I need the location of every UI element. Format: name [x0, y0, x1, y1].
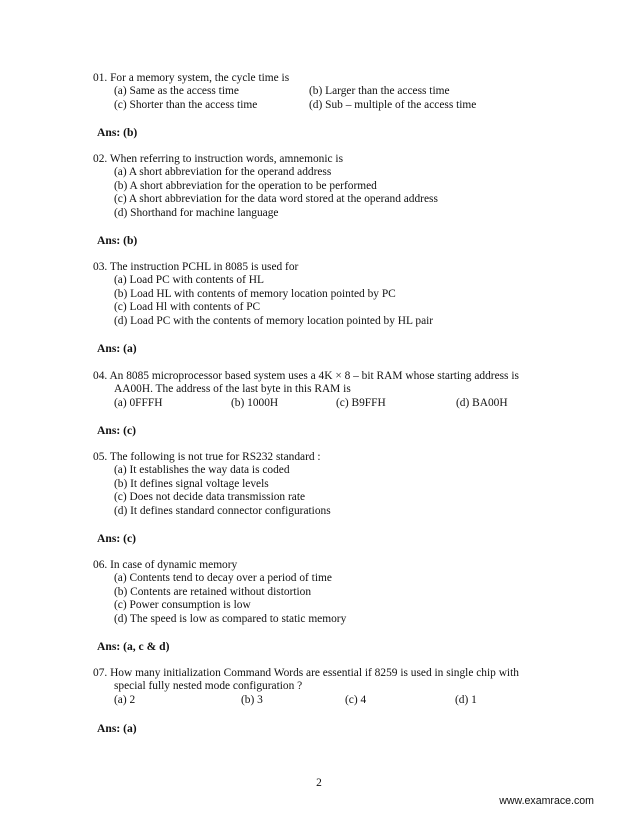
option-d: (d) Load PC with the contents of memory location pointed by HL pair	[114, 314, 434, 327]
option-b: (b) It defines signal voltage levels	[114, 477, 269, 490]
answer-3: Ans: (a)	[97, 342, 137, 355]
option-d: (d) Sub – multiple of the access time	[309, 98, 477, 111]
question-stem: 07. How many initialization Command Words are essential if 8259 is used in single chip with	[93, 667, 519, 679]
answer-4: Ans: (c)	[97, 424, 136, 437]
option-c: (c) Power consumption is low	[114, 599, 251, 612]
option-c: (c) B9FFH	[336, 396, 386, 409]
option-a: (a) A short abbreviation for the operand address	[114, 166, 332, 179]
option-a: (a) It establishes the way data is coded	[114, 464, 290, 477]
answer-6: Ans: (a, c & d)	[97, 640, 170, 653]
option-a: (a) Contents tend to decay over a period of time	[114, 572, 332, 585]
question-stem: 02. When referring to instruction words, amnemonic is	[93, 153, 344, 165]
question-stem: 01. For a memory system, the cycle time is	[93, 72, 290, 84]
question-3	[93, 261, 563, 328]
option-b: (b) Larger than the access time	[309, 85, 450, 98]
question-stem: 04. An 8085 microprocessor based system uses a 4K × 8 – bit RAM whose starting address is	[93, 370, 519, 382]
answer-2: Ans: (b)	[97, 234, 138, 247]
question-1	[93, 72, 563, 112]
option-a: (a) 0FFFH	[114, 396, 163, 409]
option-c: (c) Shorter than the access time	[114, 98, 258, 111]
option-c: (c) 4	[345, 693, 367, 706]
option-row	[93, 397, 563, 410]
option-a: (a) Same as the access time	[114, 85, 239, 98]
option-c: (c) A short abbreviation for the data word stored at the operand address	[114, 193, 438, 206]
option-b: (b) A short abbreviation for the operation to be performed	[114, 179, 377, 192]
answer-1: Ans: (b)	[97, 126, 138, 139]
option-d: (d) The speed is low as compared to static memory	[114, 612, 347, 625]
answer-7: Ans: (a)	[97, 722, 137, 735]
option-b: (b) 3	[241, 693, 263, 706]
option-d: (d) BA00H	[456, 396, 508, 409]
question-5	[93, 451, 563, 518]
question-2	[93, 153, 563, 220]
option-b: (b) 1000H	[231, 396, 279, 409]
watermark-url: www.examrace.com	[499, 795, 594, 807]
option-b: (b) Contents are retained without distortion	[114, 585, 312, 598]
option-a: (a) 2	[114, 693, 136, 706]
option-d: (d) It defines standard connector configurations	[114, 504, 331, 517]
option-c: (c) Load Hl with contents of PC	[114, 301, 261, 314]
option-b: (b) Load HL with contents of memory location pointed by PC	[114, 287, 396, 300]
option-d: (d) Shorthand for machine language	[114, 206, 279, 219]
page-number: 2	[316, 777, 322, 789]
question-stem: 06. In case of dynamic memory	[93, 559, 238, 571]
question-6	[93, 559, 563, 626]
question-7	[93, 667, 563, 707]
option-d: (d) 1	[455, 693, 477, 706]
question-stem: 05. The following is not true for RS232 standard :	[93, 451, 321, 463]
option-row	[93, 99, 563, 112]
question-stem: 03. The instruction PCHL in 8085 is used for	[93, 261, 299, 273]
option-c: (c) Does not decide data transmission rate	[114, 491, 306, 504]
question-4	[93, 370, 563, 410]
option-row	[93, 85, 563, 98]
question-stem-continued: special fully nested mode configuration ?	[114, 680, 303, 693]
answer-5: Ans: (c)	[97, 532, 136, 545]
question-stem-continued: AA00H. The address of the last byte in this RAM is	[114, 383, 351, 396]
option-a: (a) Load PC with contents of HL	[114, 274, 264, 287]
option-row	[93, 694, 563, 707]
